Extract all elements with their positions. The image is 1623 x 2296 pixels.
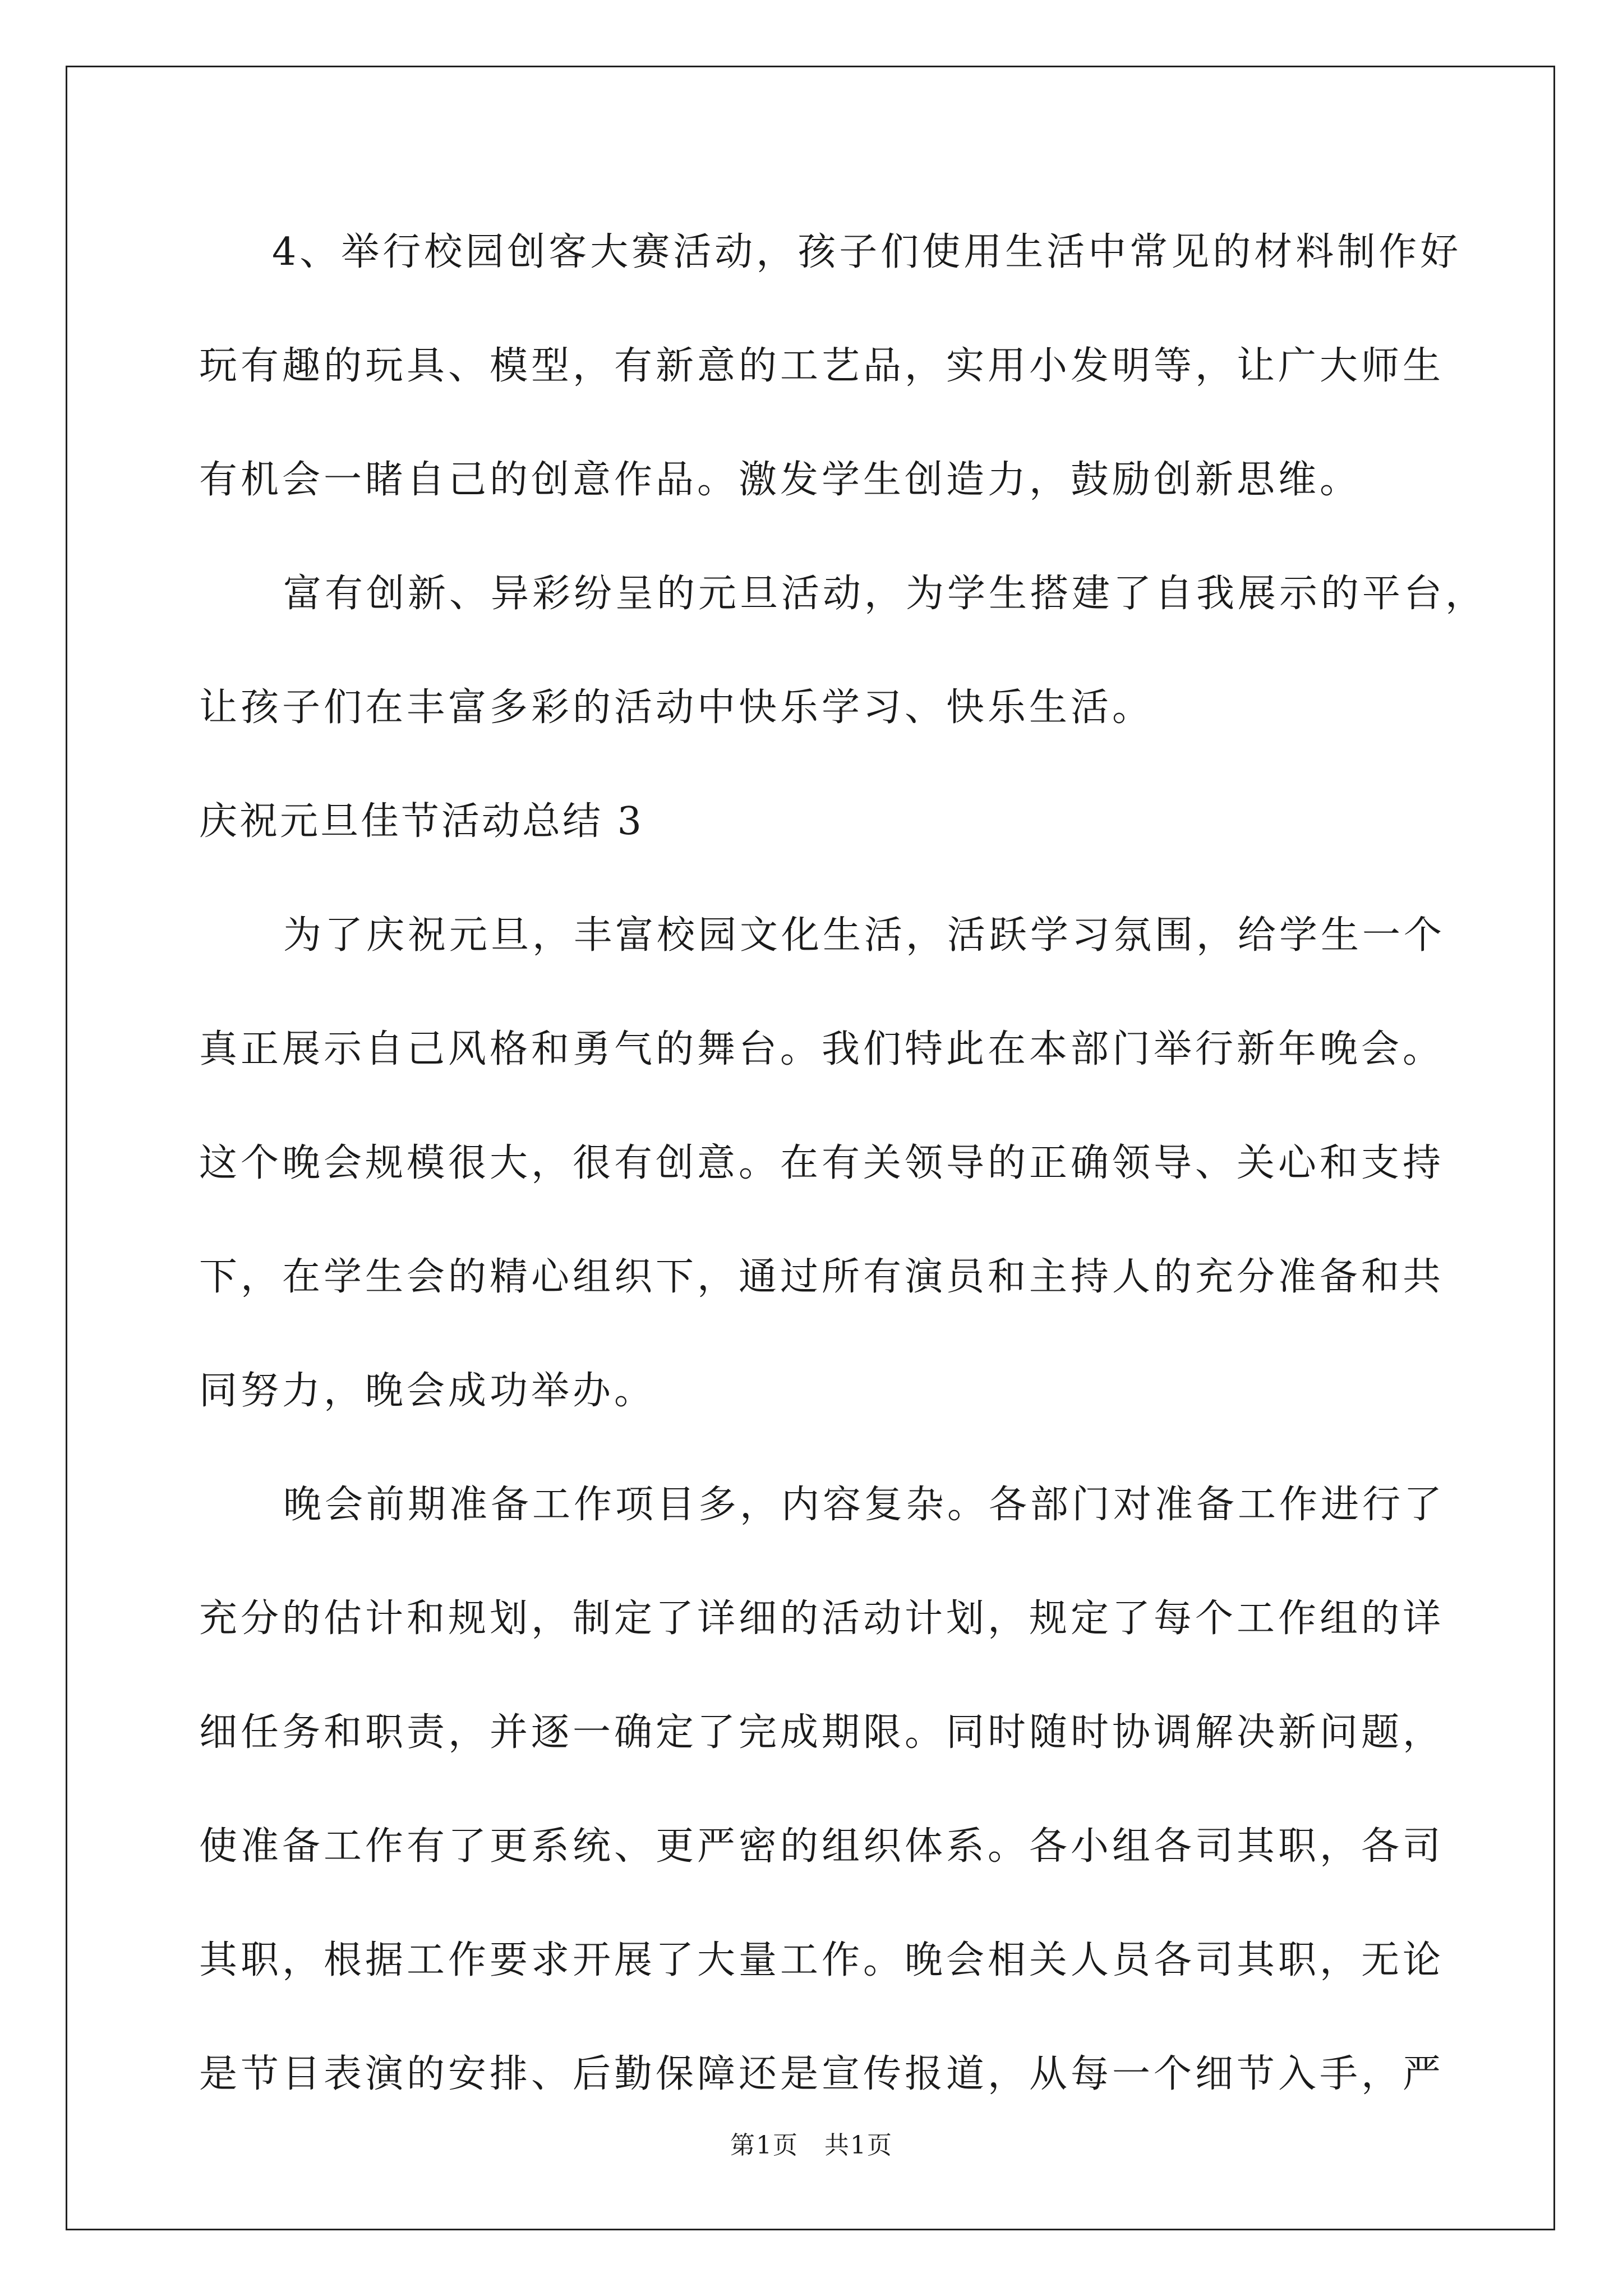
paragraph-line: 同努力，晚会成功举办。 [199, 1369, 656, 1413]
document-body [199, 213, 1487, 2149]
paragraph-line: 下，在学生会的精心组织下，通过所有演员和主持人的充分准备和共 [199, 1255, 1445, 1299]
paragraph-line: 富有创新、异彩纷呈的元旦活动，为学生搭建了自我展示的平台， [283, 572, 1487, 616]
paragraph-line: 让孩子们在丰富多彩的活动中快乐学习、快乐生活。 [199, 685, 1154, 730]
paragraph-line: 使准备工作有了更系统、更严密的组织体系。各小组各司其职，各司 [199, 1824, 1445, 1869]
page-footer: 第1页 共1页 [730, 2131, 893, 2160]
paragraph-line: 有机会一睹自己的创意作品。激发学生创造力，鼓励创新思维。 [199, 458, 1362, 502]
paragraph-line: 充分的估计和规划，制定了详细的活动计划，规定了每个工作组的详 [199, 1596, 1445, 1641]
paragraph-line: 玩有趣的玩具、模型，有新意的工艺品，实用小发明等，让广大师生 [199, 344, 1445, 388]
paragraph-line: 4、举行校园创客大赛活动，孩子们使用生活中常见的材料制作好 [272, 230, 1462, 274]
paragraph-line: 其职，根据工作要求开展了大量工作。晚会相关人员各司其职，无论 [199, 1938, 1445, 1982]
paragraph-line: 为了庆祝元旦，丰富校园文化生活，活跃学习氛围，给学生一个 [283, 913, 1446, 958]
paragraph-line: 细任务和职责，并逐一确定了完成期限。同时随时协调解决新问题， [199, 1710, 1445, 1755]
paragraph-line: 真正展示自己风格和勇气的舞台。我们特此在本部门举行新年晚会。 [199, 1027, 1445, 1071]
paragraph-line: 晚会前期准备工作项目多，内容复杂。各部门对准备工作进行了 [283, 1483, 1446, 1527]
paragraph-line: 是节目表演的安排、后勤保障还是宣传报道，从每一个细节入手，严 [199, 2052, 1445, 2096]
section-heading: 庆祝元旦佳节活动总结 3 [199, 799, 644, 844]
paragraph-line: 这个晚会规模很大，很有创意。在有关领导的正确领导、关心和支持 [199, 1141, 1445, 1185]
